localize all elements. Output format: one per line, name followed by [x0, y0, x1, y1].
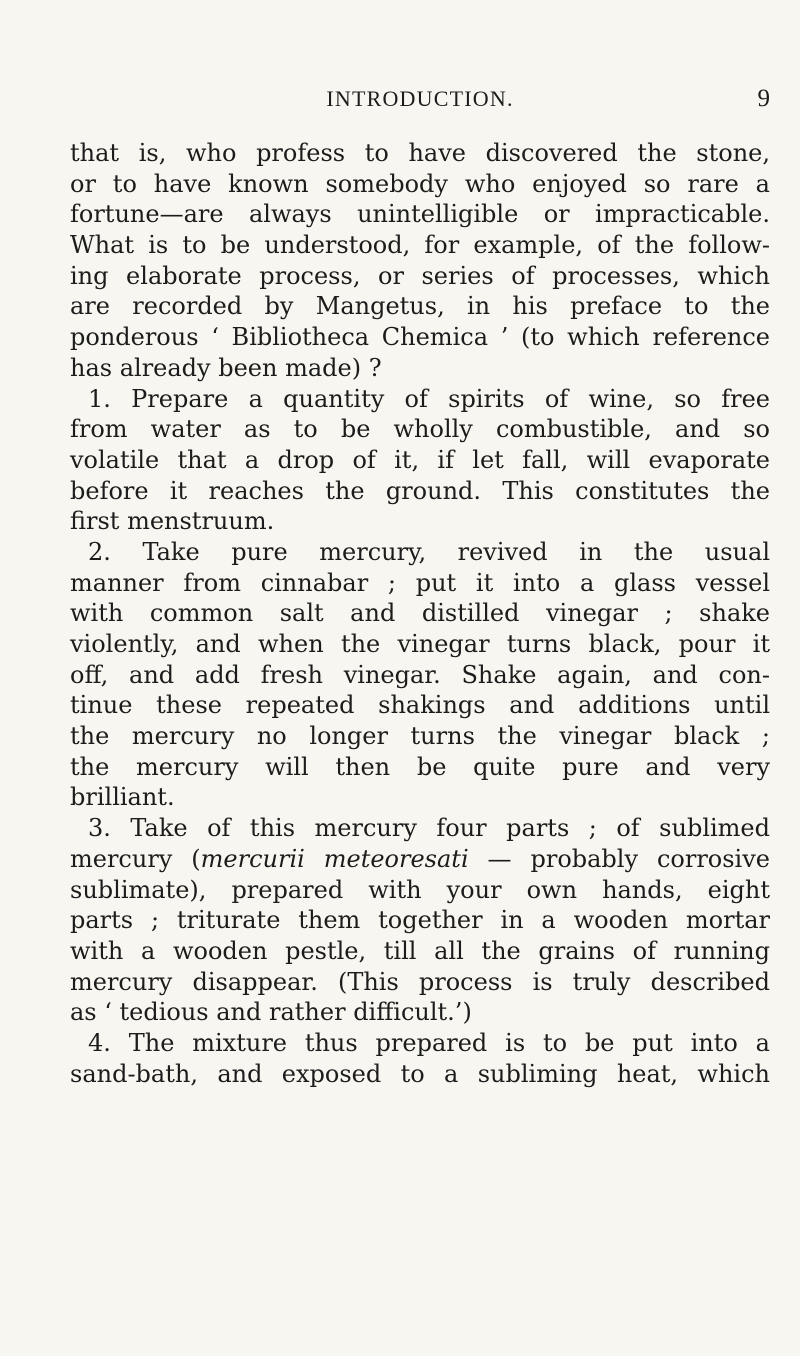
- text-line: from water as to be wholly combustible, and so: [70, 415, 770, 444]
- text-line: or to have known somebody who enjoyed so rare a: [70, 169, 770, 198]
- running-header: [70, 82, 770, 116]
- text-line: the mercury no longer turns the vinegar black ;: [70, 722, 770, 751]
- text-line: sand-bath, and exposed to a subliming heat, which: [70, 1059, 770, 1088]
- running-title: INTRODUCTION.: [326, 86, 514, 111]
- text-line: are recorded by Mangetus, in his preface to the: [70, 292, 770, 321]
- text-line: What is to be understood, for example, of the follow-: [70, 231, 770, 260]
- text-line: manner from cinnabar ; put it into a glass vessel: [70, 568, 770, 597]
- text-line: with common salt and distilled vinegar ; shake: [70, 599, 770, 628]
- text-line: ing elaborate process, or series of processes, which: [70, 261, 770, 290]
- text-line: with a wooden pestle, till all the grains of running: [70, 936, 770, 965]
- text-line: that is, who profess to have discovered the stone,: [70, 139, 770, 167]
- text-line: fortune—are always unintelligible or impracticable.: [70, 200, 770, 229]
- text-segment: — probably corrosive: [468, 844, 770, 873]
- text-line: volatile that a drop of it, if let fall, will evaporate: [70, 445, 770, 474]
- text-line: brilliant.: [70, 783, 175, 812]
- text-line: ponderous ‘ Bibliotheca Chemica ’ (to which reference: [70, 323, 770, 352]
- text-line: tinue these repeated shakings and additions until: [70, 691, 770, 720]
- text-line: has already been made) ?: [70, 353, 382, 382]
- text-line-mixed: [70, 844, 770, 875]
- text-line: first menstruum.: [70, 507, 275, 536]
- text-line: sublimate), prepared with your own hands, eight: [70, 875, 770, 904]
- text-line: mercury disappear. (This process is truly described: [70, 967, 770, 996]
- text-line: 3. Take of this mercury four parts ; of sublimed: [88, 814, 770, 843]
- text-line: as ‘ tedious and rather difficult.’): [70, 998, 472, 1027]
- text-line: off, and add fresh vinegar. Shake again, and con-: [70, 660, 770, 689]
- text-line: 4. The mixture thus prepared is to be put into a: [88, 1028, 770, 1057]
- text-line: 1. Prepare a quantity of spirits of wine, so free: [88, 384, 770, 413]
- body-text: [70, 138, 770, 1089]
- text-line: 2. Take pure mercury, revived in the usual: [88, 537, 770, 566]
- text-line: before it reaches the ground. This constitutes the: [70, 476, 770, 505]
- text-segment: mercury (: [70, 844, 201, 873]
- text-line: parts ; triturate them together in a wooden mortar: [70, 906, 770, 935]
- page-number: 9: [757, 85, 770, 112]
- italic-term: mercurii meteoresati: [200, 844, 469, 873]
- text-line: the mercury will then be quite pure and very: [70, 752, 770, 781]
- text-line: violently, and when the vinegar turns black, pour it: [70, 630, 770, 658]
